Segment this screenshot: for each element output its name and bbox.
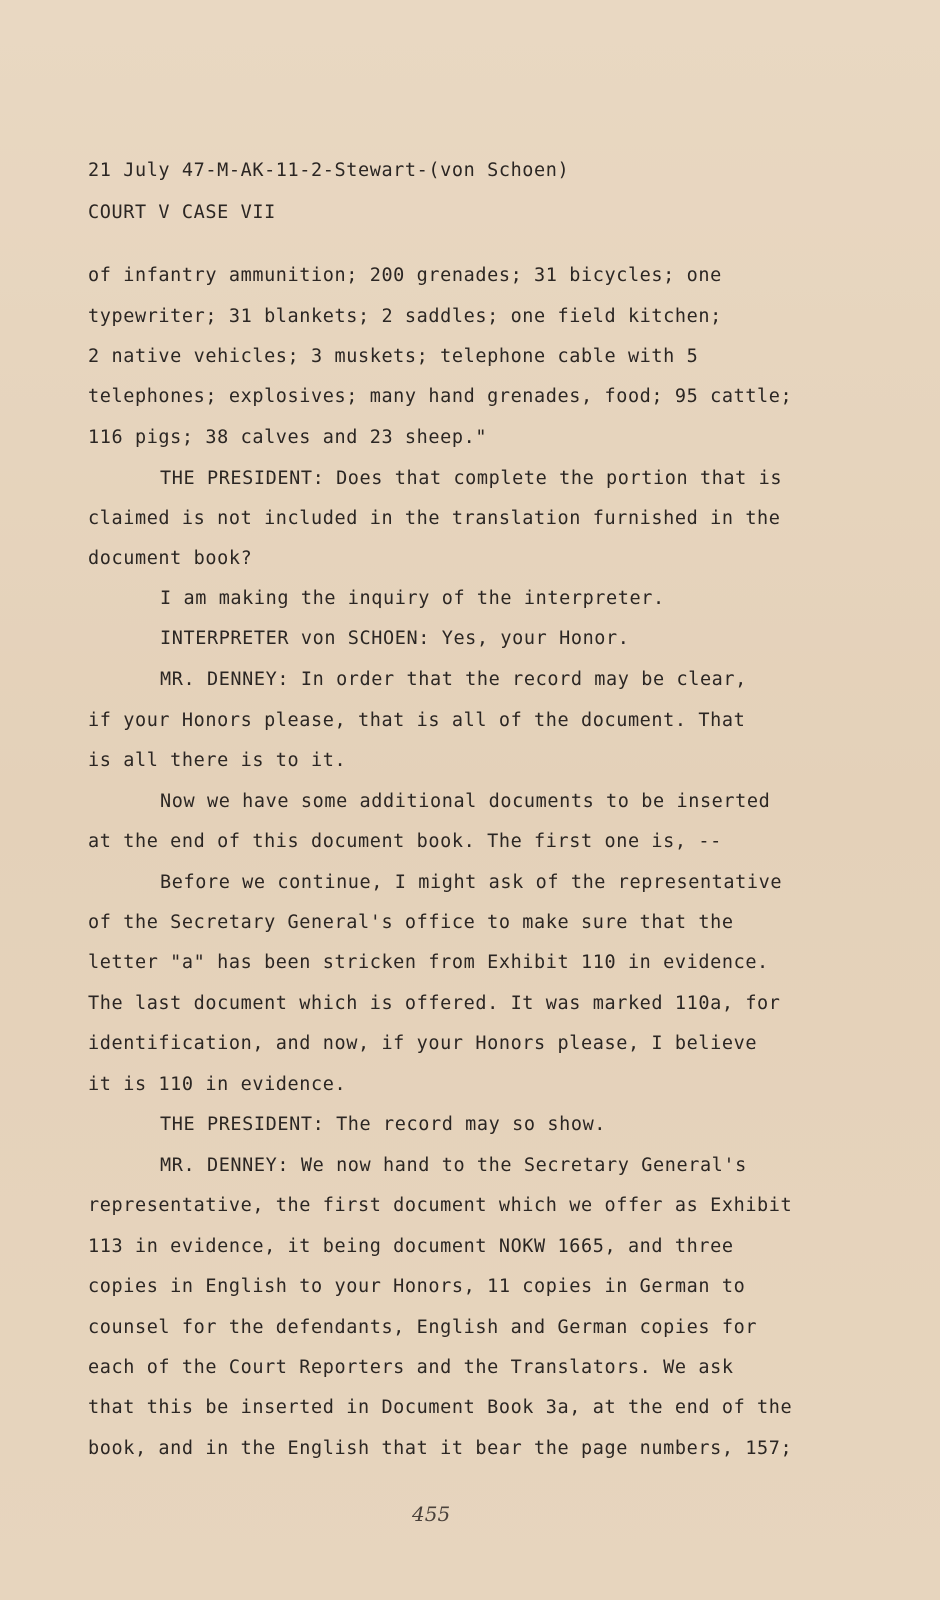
- text-line: MR. DENNEY: We now hand to the Secretary General's: [160, 1155, 747, 1176]
- text-line: telephones; explosives; many hand grenades, food; 95 cattle;: [88, 386, 793, 407]
- text-line: document book?: [88, 548, 253, 569]
- header-date-line: 21 July 47-M-AK-11-2-Stewart-(von Schoen): [88, 160, 570, 181]
- text-line: I am making the inquiry of the interpreter.: [160, 588, 665, 609]
- text-line: is all there is to it.: [88, 750, 347, 771]
- header-court-case: COURT V CASE VII: [88, 202, 276, 223]
- text-line: letter "a" has been stricken from Exhibit 110 in evidence.: [88, 952, 769, 973]
- text-line: Now we have some additional documents to be inserted: [160, 791, 771, 812]
- text-line: it is 110 in evidence.: [88, 1074, 347, 1095]
- text-line: THE PRESIDENT: Does that complete the portion that is: [160, 468, 783, 489]
- text-line: copies in English to your Honors, 11 copies in German to: [88, 1276, 746, 1297]
- text-line: of the Secretary General's office to make sure that the: [88, 912, 734, 933]
- text-line: The last document which is offered. It was marked 110a, for: [88, 993, 781, 1014]
- text-line: representative, the first document which we offer as Exhibit: [88, 1195, 793, 1216]
- text-line: claimed is not included in the translation furnished in the: [88, 508, 781, 529]
- text-line: of infantry ammunition; 200 grenades; 31 bicycles; one: [88, 265, 722, 286]
- text-line: typewriter; 31 blankets; 2 saddles; one field kitchen;: [88, 306, 722, 327]
- text-line: 2 native vehicles; 3 muskets; telephone cable with 5: [88, 346, 699, 367]
- text-line: at the end of this document book. The first one is, --: [88, 831, 722, 852]
- text-line: Before we continue, I might ask of the representative: [160, 872, 783, 893]
- text-line: that this be inserted in Document Book 3a, at the end of the: [88, 1397, 793, 1418]
- page-number: 455: [412, 1502, 451, 1526]
- text-line: 116 pigs; 38 calves and 23 sheep.": [88, 427, 488, 448]
- text-line: 113 in evidence, it being document NOKW 1665, and three: [88, 1236, 734, 1257]
- text-line: counsel for the defendants, English and German copies for: [88, 1317, 758, 1338]
- text-line: INTERPRETER von SCHOEN: Yes, your Honor.: [160, 628, 630, 649]
- text-line: if your Honors please, that is all of the document. That: [88, 710, 746, 731]
- text-line: MR. DENNEY: In order that the record may be clear,: [160, 669, 747, 690]
- text-line: THE PRESIDENT: The record may so show.: [160, 1114, 607, 1135]
- text-line: book, and in the English that it bear the page numbers, 157;: [88, 1438, 793, 1459]
- text-line: identification, and now, if your Honors please, I believe: [88, 1033, 758, 1054]
- text-line: each of the Court Reporters and the Translators. We ask: [88, 1357, 734, 1378]
